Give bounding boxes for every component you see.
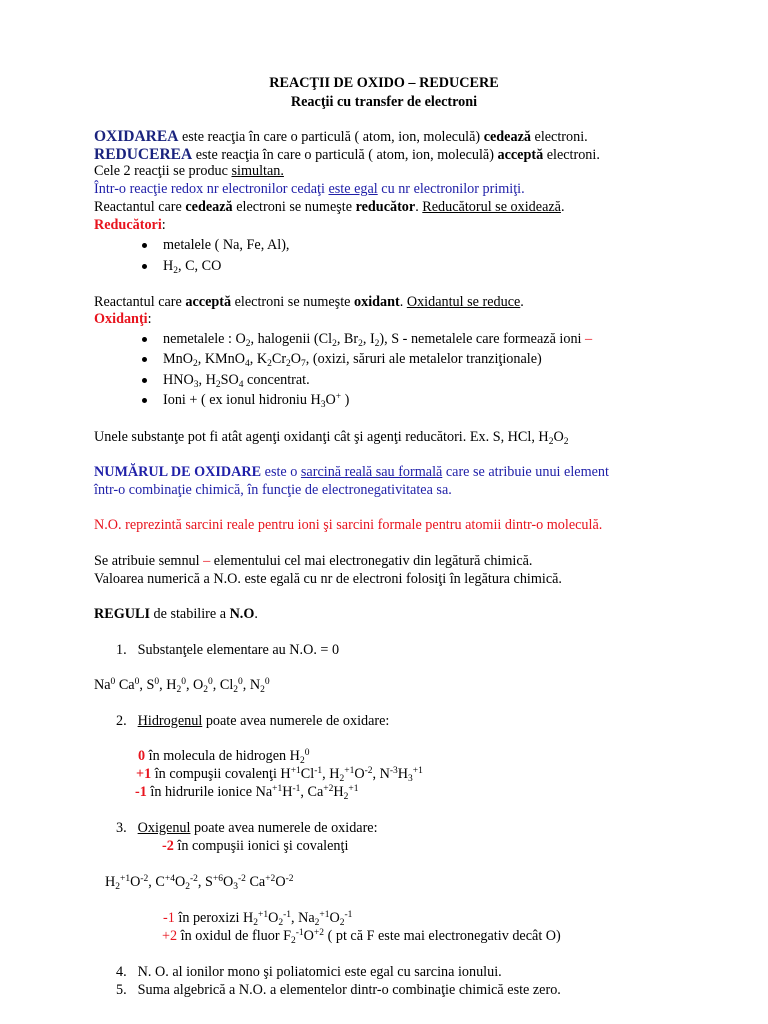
rule-3-plus-two: +2 în oxidul de fluor $F_2^{-1}O^{+2}$ ( pt că F este mai electronegativ decât O)	[162, 928, 561, 946]
oxidant-definition: Reactantul care acceptă electroni se numeşte oxidant. Oxidantul se reduce.	[94, 294, 524, 310]
reducer-definition: Reactantul care cedează electroni se numeşte reducător. Reducătorul se oxidează.	[94, 199, 565, 215]
bullet-icon	[142, 337, 147, 342]
rule-4: 4. N. O. al ionilor mono şi poliatomici este egal cu sarcina ionului.	[116, 964, 502, 980]
formula-example: Ca$^0$,	[118, 677, 147, 693]
rule-2-minus-one: -1 în hidrurile ionice $Na^{+1}H^{-1}$, $Ca^{+2}H_2^{+1}$	[135, 784, 359, 802]
formula-example: Na$^0$	[94, 677, 116, 693]
document-title: REACŢII DE OXIDO – REDUCERE	[269, 75, 499, 91]
dual-agents-line: Unele substanţe pot fi atât agenţi oxidanţi cât şi agenţi reducători. Ex. S, HCl, $H_2O_2$	[94, 429, 569, 447]
reduction-term: REDUCEREA	[94, 146, 193, 163]
oxidants-item-ions: Ioni + ( ex ionul hidroniu $H_3O^+$ )	[163, 392, 350, 410]
reducers-item-metals: metalele ( Na, Fe, Al),	[163, 237, 290, 253]
reduction-definition: REDUCEREA este reacţia în care o particulă ( atom, ion, moleculă) acceptă electroni.	[94, 146, 600, 163]
oxidation-term: OXIDAREA	[94, 128, 179, 145]
rule-2-zero: 0 în molecula de hidrogen $H_2^0$	[138, 748, 310, 766]
formula-example: $O_2^0$,	[193, 677, 220, 695]
document-subtitle: Reacţii cu transfer de electroni	[290, 94, 478, 110]
rule-5: 5. Suma algebrică a N.O. a elementelor dintr-o combinaţie chimică este zero.	[116, 982, 561, 998]
rule-3: 3. Oxigenul poate avea numerele de oxidare:	[116, 820, 378, 836]
bullet-icon	[142, 398, 147, 403]
rule-3-examples: $H_2^{+1}O^{-2}$, $C^{+4}O_2^{-2}$, $S^{+6}O_3^{-2}$ $Ca^{+2}O^{-2}$	[105, 874, 294, 892]
oxidation-definition: OXIDAREA este reacţia în care o particulă ( atom, ion, moleculă) cedează electroni.	[94, 128, 588, 145]
oxidants-item-transition: MnO$_2$, KMnO$_4$, $K_2Cr_2O_7$, (oxizi, săruri ale metalelor tranziţionale)	[163, 351, 542, 369]
rule-3-minus-two: -2 în compuşii ionici şi covalenţi	[162, 838, 349, 854]
oxidation-number-definition: NUMĂRUL DE OXIDARE este o sarcină reală sau formală care se atribuie unui element	[94, 464, 609, 480]
simultaneous-line: Cele 2 reacţii se produc simultan.	[94, 163, 284, 179]
rule-1: 1. Substanţele elementare au N.O. = 0	[116, 642, 340, 658]
sign-rule-line: Se atribuie semnul – elementului cel mai electronegativ din legătură chimică.	[94, 553, 533, 569]
bullet-icon	[142, 378, 147, 383]
rule-1-examples	[94, 677, 270, 694]
bullet-icon	[142, 264, 147, 269]
reducers-item-nonmetals: $H_2$, C, CO	[163, 258, 222, 276]
oxidation-number-definition-cont: într-o combinaţie chimică, în funcţie de electronegativitatea sa.	[94, 482, 452, 498]
formula-example: $Cl_2^0$,	[219, 677, 250, 695]
oxidants-item-nonmetals: nemetalele : $O_2$, halogenii ($Cl_2$, $Br_2$, $I_2$), S - nemetalele care formează ioni –	[163, 331, 593, 349]
rule-2: 2. Hidrogenul poate avea numerele de oxidare:	[116, 713, 390, 729]
rule-2-plus-one: +1 în compuşii covalenţi $H^{+1}Cl^{-1}$, $H_2^{+1}O^{-2}$, $N^{-3}H_3^{+1}$	[136, 766, 423, 784]
value-rule-line: Valoarea numerică a N.O. este egală cu nr de electroni folosiţi în legătura chimică.	[94, 571, 562, 587]
reducers-heading: Reducători:	[94, 217, 166, 233]
formula-example: $S^0$,	[146, 677, 167, 693]
oxidants-heading: Oxidanţi:	[94, 311, 152, 327]
formula-example: $H_2^0$,	[166, 677, 194, 695]
bullet-icon	[142, 243, 147, 248]
rule-3-minus-one: -1 în peroxizi $H_2^{+1}O_2^{-1}$, $Na_2^{+1}O_2^{-1}$	[163, 910, 353, 928]
rules-heading: REGULI de stabilire a N.O.	[94, 606, 258, 622]
oxidants-item-acids: $HNO_3$, $H_2SO_4$ concentrat.	[163, 372, 310, 390]
bullet-icon	[142, 357, 147, 362]
oxidation-number-charges: N.O. reprezintă sarcini reale pentru ioni şi sarcini formale pentru atomii dintr-o moleculă.	[94, 517, 603, 533]
redox-balance-line: Într-o reacţie redox nr electronilor cedaţi este egal cu nr electronilor primiţi.	[94, 181, 525, 197]
formula-example: $N_2^0$	[249, 677, 270, 695]
